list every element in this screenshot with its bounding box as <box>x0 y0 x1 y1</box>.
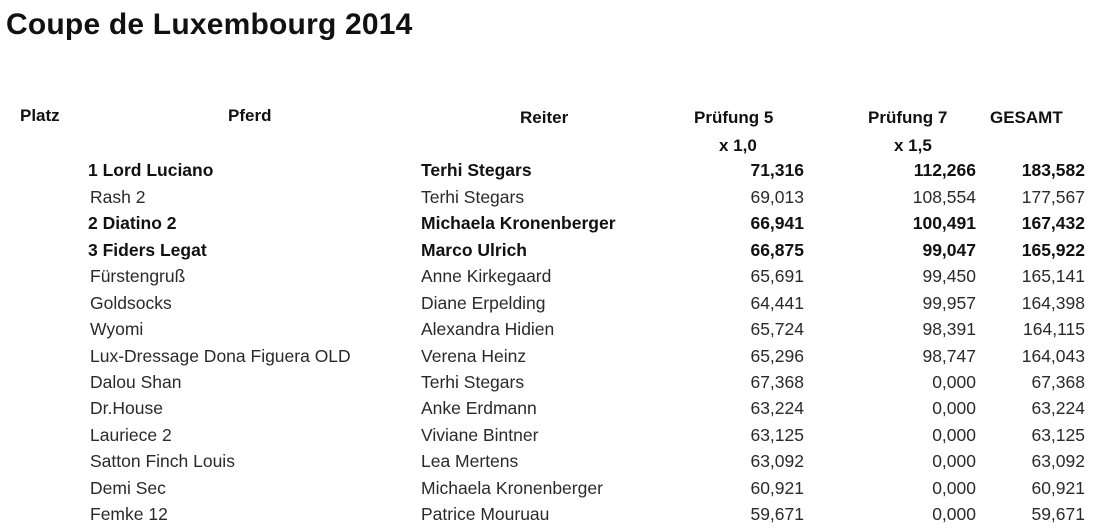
table-row <box>0 213 1098 239</box>
score-total: 167,432 <box>1021 213 1085 233</box>
table-row <box>0 346 1098 372</box>
table-row <box>0 398 1098 424</box>
score-pruefung5: 59,671 <box>750 504 804 524</box>
rider-name: Alexandra Hidien <box>421 319 555 339</box>
rider-name: Anne Kirkegaard <box>421 266 552 286</box>
header-pruefung5-factor: x 1,0 <box>719 136 757 155</box>
score-pruefung7: 99,047 <box>922 240 976 260</box>
score-total: 164,115 <box>1023 319 1085 339</box>
score-total: 63,092 <box>1031 451 1085 471</box>
score-pruefung5: 64,441 <box>750 293 804 313</box>
rider-name: Lea Mertens <box>421 451 519 471</box>
score-pruefung7: 98,747 <box>922 346 976 366</box>
score-pruefung5: 63,224 <box>750 398 804 418</box>
score-total: 165,141 <box>1021 266 1085 286</box>
header-pferd: Pferd <box>228 106 272 125</box>
header-pruefung7-factor: x 1,5 <box>894 136 932 155</box>
score-pruefung5: 65,691 <box>750 266 804 286</box>
score-total: 60,921 <box>1031 478 1085 498</box>
rider-name: Marco Ulrich <box>421 240 527 260</box>
score-pruefung5: 66,941 <box>750 213 804 233</box>
rider-name: Terhi Stegars <box>421 187 525 207</box>
page-title: Coupe de Luxembourg 2014 <box>6 8 413 41</box>
rider-name: Terhi Stegars <box>421 160 532 180</box>
table-row <box>0 425 1098 451</box>
rider-name: Verena Heinz <box>421 346 527 366</box>
horse-name: 1 Lord Luciano <box>88 160 214 180</box>
header-gesamt: GESAMT <box>990 108 1063 127</box>
header-pruefung7: Prüfung 7 <box>868 108 948 127</box>
table-row <box>0 504 1098 530</box>
table-row <box>0 451 1098 477</box>
rider-name: Viviane Bintner <box>421 425 539 445</box>
rider-name: Anke Erdmann <box>421 398 537 418</box>
score-total: 63,224 <box>1031 398 1085 418</box>
score-total: 59,671 <box>1031 504 1085 524</box>
horse-name: Dr.House <box>90 398 163 418</box>
score-pruefung5: 63,125 <box>750 425 804 445</box>
header-reiter: Reiter <box>520 108 569 127</box>
header-platz: Platz <box>20 106 60 125</box>
score-pruefung7: 99,957 <box>922 293 976 313</box>
table-row <box>0 240 1098 266</box>
score-pruefung5: 63,092 <box>750 451 804 471</box>
horse-name: 3 Fiders Legat <box>88 240 207 260</box>
horse-name: Dalou Shan <box>90 372 182 392</box>
score-pruefung7: 0,000 <box>932 478 976 498</box>
horse-name: Demi Sec <box>90 478 166 498</box>
rider-name: Michaela Kronenberger <box>421 478 603 498</box>
table-row <box>0 319 1098 345</box>
score-total: 183,582 <box>1021 160 1085 180</box>
score-pruefung7: 100,491 <box>912 213 976 233</box>
score-total: 165,922 <box>1021 240 1085 260</box>
score-pruefung5: 71,316 <box>750 160 804 180</box>
rider-name: Terhi Stegars <box>421 372 525 392</box>
horse-name: 2 Diatino 2 <box>88 213 177 233</box>
horse-name: Lauriece 2 <box>90 425 172 445</box>
score-total: 63,125 <box>1031 425 1085 445</box>
table-row <box>0 187 1098 213</box>
score-pruefung7: 0,000 <box>932 398 976 418</box>
rider-name: Diane Erpelding <box>421 293 546 313</box>
score-pruefung7: 0,000 <box>932 425 976 445</box>
horse-name: Fürstengruß <box>90 266 186 286</box>
table-row <box>0 372 1098 398</box>
horse-name: Satton Finch Louis <box>90 451 235 471</box>
score-total: 164,398 <box>1021 293 1085 313</box>
score-pruefung5: 65,724 <box>750 319 804 339</box>
table-row <box>0 293 1098 319</box>
score-total: 177,567 <box>1021 187 1085 207</box>
score-pruefung7: 99,450 <box>922 266 976 286</box>
score-pruefung7: 0,000 <box>932 451 976 471</box>
score-pruefung5: 65,296 <box>750 346 804 366</box>
score-pruefung5: 60,921 <box>750 478 804 498</box>
score-pruefung7: 0,000 <box>932 372 976 392</box>
rider-name: Michaela Kronenberger <box>421 213 616 233</box>
score-pruefung7: 98,391 <box>922 319 976 339</box>
horse-name: Wyomi <box>90 319 144 339</box>
horse-name: Femke 12 <box>90 504 168 524</box>
header-pruefung5: Prüfung 5 <box>694 108 774 127</box>
score-pruefung5: 67,368 <box>750 372 804 392</box>
horse-name: Lux-Dressage Dona Figuera OLD <box>90 346 351 366</box>
table-row <box>0 160 1098 186</box>
table-row <box>0 266 1098 292</box>
rider-name: Patrice Mouruau <box>421 504 550 524</box>
table-row <box>0 478 1098 504</box>
horse-name: Goldsocks <box>90 293 172 313</box>
score-pruefung7: 108,554 <box>912 187 976 207</box>
score-total: 67,368 <box>1031 372 1085 392</box>
horse-name: Rash 2 <box>90 187 146 207</box>
score-pruefung7: 112,266 <box>913 160 976 180</box>
score-pruefung5: 66,875 <box>750 240 804 260</box>
score-pruefung5: 69,013 <box>750 187 804 207</box>
score-pruefung7: 0,000 <box>932 504 976 524</box>
score-total: 164,043 <box>1021 346 1085 366</box>
